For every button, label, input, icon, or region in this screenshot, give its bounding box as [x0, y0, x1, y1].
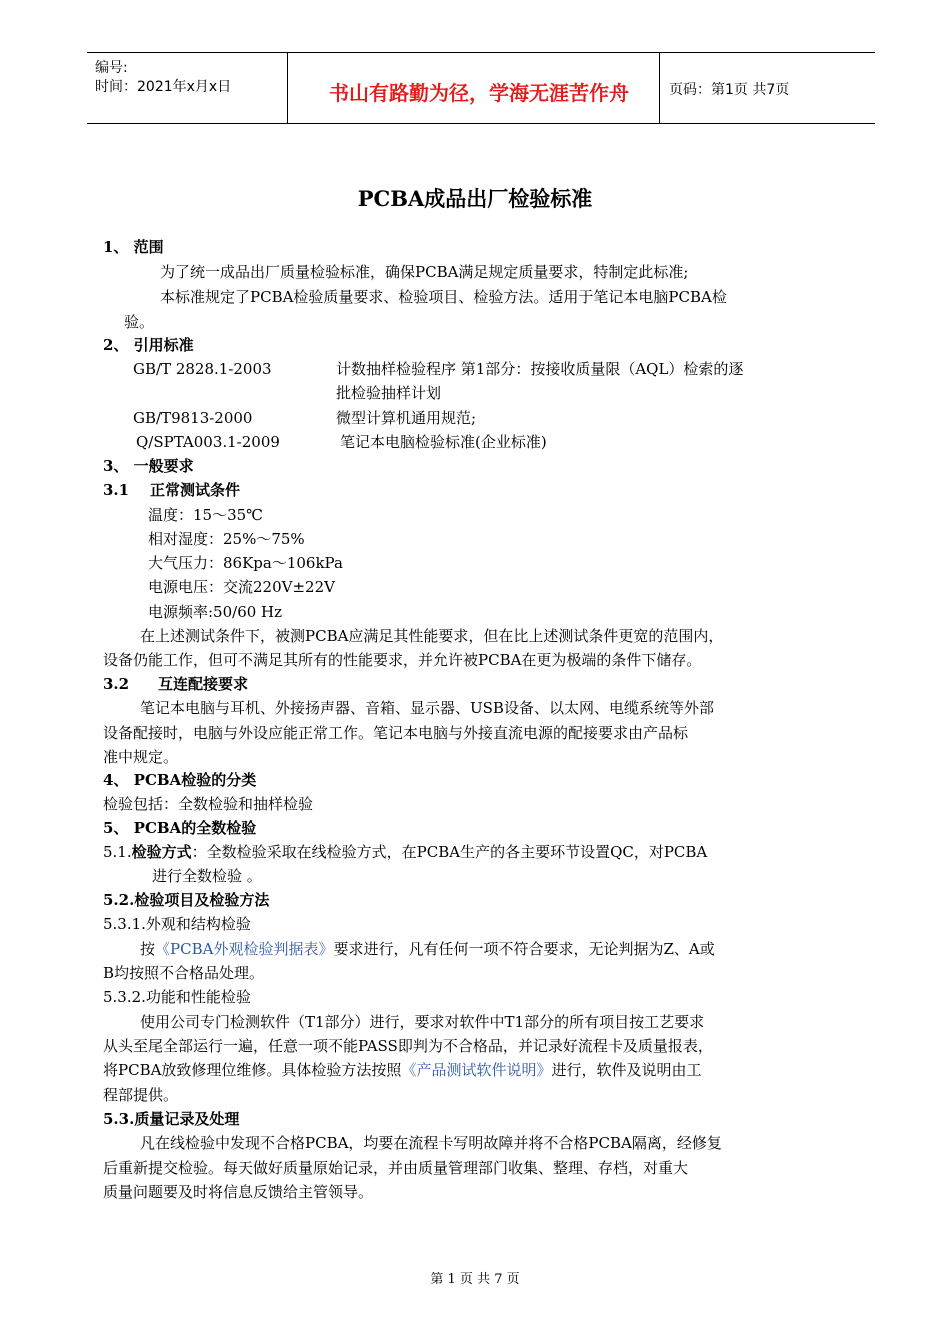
standard-code: GB/T9813-2000	[133, 409, 253, 427]
paragraph-line: 进行全数检验 。	[152, 867, 262, 885]
page-footer: 第 1 页 共 7 页	[430, 1272, 520, 1287]
paragraph-line: 凡在线检验中发现不合格PCBA，均要在流程卡写明故障并将不合格PCBA隔离，经修复	[140, 1134, 722, 1152]
standard-code: Q/SPTA003.1-2009	[136, 433, 280, 451]
clause-heading: 5.3.2.功能和性能检验	[103, 988, 251, 1006]
header-divider	[287, 53, 288, 123]
paragraph-line: 本标准规定了PCBA检验质量要求、检验项目、检验方法。适用于笔记本电脑PCBA检	[160, 288, 727, 306]
condition-voltage: 电源电压：交流220V±22V	[148, 578, 335, 596]
header-page-number: 页码：第1页 共7页	[669, 82, 790, 98]
clause-number: 5.1.	[103, 843, 132, 861]
paragraph-line: 准中规定。	[103, 748, 179, 766]
standard-description: 计数抽样检验程序 第1部分：按接收质量限（AQL）检索的逐	[336, 360, 744, 378]
paragraph-line	[103, 842, 707, 862]
paragraph-line: 后重新提交检验。每天做好质量原始记录，并由质量管理部门收集、整理、存档，对重大	[103, 1159, 689, 1177]
section-heading: 2、 引用标准	[103, 336, 194, 354]
text-span: 将PCBA放致修理位维修。具体检验方法按照	[103, 1061, 402, 1079]
header-left	[95, 59, 231, 97]
paragraph-line: 使用公司专门检测软件（T1部分）进行，要求对软件中T1部分的所有项目按工艺要求	[140, 1013, 705, 1031]
condition-frequency: 电源频率:50/60 Hz	[148, 603, 283, 621]
paragraph-line: 设备配接时，电脑与外设应能正常工作。笔记本电脑与外接直流电源的配接要求由产品标	[103, 724, 689, 742]
subsection-heading: 正常测试条件	[150, 481, 241, 499]
subsection-number: 3.2	[103, 675, 130, 693]
section-heading: 1、 范围	[103, 238, 164, 256]
subsection-heading: 互连配接要求	[158, 675, 249, 693]
paragraph-line: 从头至尾全部运行一遍，任意一项不能PASS即判为不合格品，并记录好流程卡及质量报表，	[103, 1037, 713, 1055]
condition-humidity: 相对湿度：25%～75%	[148, 530, 305, 548]
paragraph-line: 质量问题要及时将信息反馈给主管领导。	[103, 1183, 374, 1201]
header-motto: 书山有路勤为径，学海无涯苦作舟	[329, 81, 629, 105]
page-header	[87, 52, 875, 124]
condition-temperature: 温度：15～35℃	[148, 506, 263, 524]
standard-description: 笔记本电脑检验标准(企业标准)	[340, 433, 547, 451]
condition-pressure: 大气压力：86Kpa～106kPa	[148, 554, 343, 572]
standard-description: 微型计算机通用规范;	[336, 409, 477, 427]
paragraph-line: 为了统一成品出厂质量检验标准，确保PCBA满足规定质量要求，特制定此标准;	[160, 263, 689, 281]
document-reference-link[interactable]: 《PCBA外观检验判据表》	[155, 940, 334, 958]
text-span: 按	[140, 940, 156, 958]
section-heading: 3、 一般要求	[103, 457, 194, 475]
paragraph-line: 在上述测试条件下，被测PCBA应满足其性能要求，但在比上述测试条件更宽的范围内，	[140, 627, 724, 645]
document-number: 编号:	[95, 60, 128, 76]
section-heading: 4、 PCBA检验的分类	[103, 771, 257, 789]
paragraph-line: 验。	[124, 313, 155, 331]
subsection-number: 3.1	[103, 481, 130, 499]
text-span: 进行，软件及说明由工	[551, 1061, 702, 1079]
clause-heading: 5.3.质量记录及处理	[103, 1110, 240, 1128]
paragraph-line	[140, 939, 715, 959]
paragraph-line: 检验包括：全数检验和抽样检验	[103, 795, 314, 813]
document-reference-link[interactable]: 《产品测试软件说明》	[401, 1061, 552, 1079]
clause-heading: 5.2.检验项目及检验方法	[103, 891, 270, 909]
clause-heading: 5.3.1.外观和结构检验	[103, 915, 251, 933]
page-title: PCBA成品出厂检验标准	[357, 186, 593, 211]
section-heading: 5、 PCBA的全数检验	[103, 819, 257, 837]
clause-heading: 检验方式	[131, 843, 192, 861]
header-divider	[659, 53, 660, 123]
paragraph-line: 笔记本电脑与耳机、外接扬声器、音箱、显示器、USB设备、以太网、电缆系统等外部	[140, 699, 714, 717]
standard-description: 批检验抽样计划	[336, 384, 442, 402]
document-time: 时间：2021年x月x日	[95, 79, 232, 95]
paragraph-line	[103, 1060, 701, 1080]
paragraph-line: B均按照不合格品处理。	[103, 964, 265, 982]
standard-code: GB/T 2828.1-2003	[133, 360, 272, 378]
paragraph-line: 设备仍能工作，但可不满足其所有的性能要求，并允许被PCBA在更为极端的条件下储存。	[103, 651, 702, 669]
text-span: 要求进行，凡有任何一项不符合要求，无论判据为Z、A或	[333, 940, 715, 958]
clause-text: ：全数检验采取在线检验方式，在PCBA生产的各主要环节设置QC，对PCBA	[191, 843, 708, 861]
paragraph-line: 程部提供。	[103, 1086, 179, 1104]
